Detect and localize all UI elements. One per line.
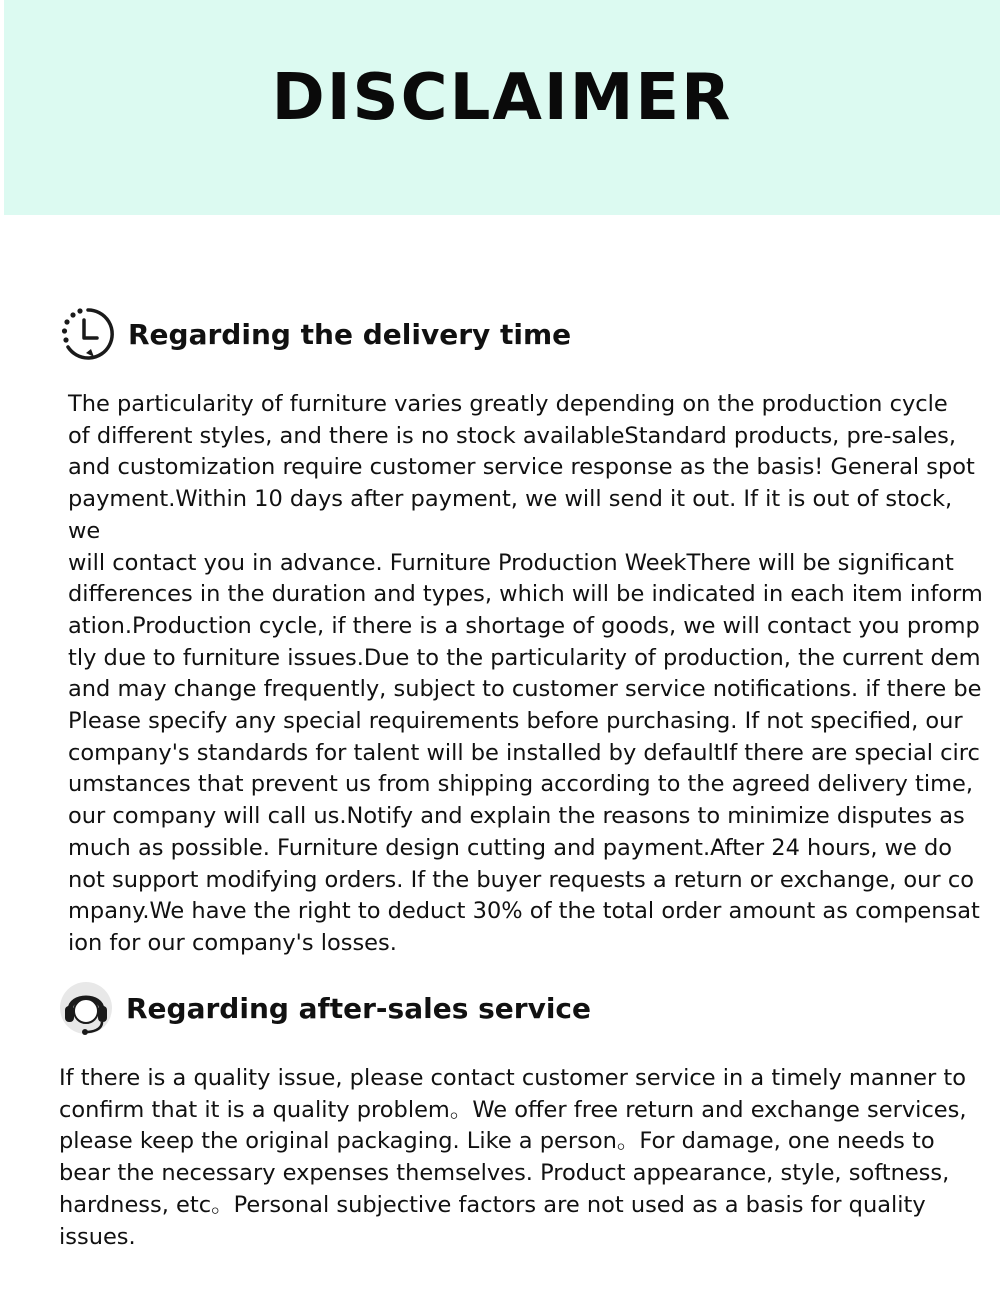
page-title: DISCLAIMER — [271, 61, 733, 135]
clock-icon — [60, 306, 116, 362]
delivery-time-text: The particularity of furniture varies greatly depending on the production cycle of different styles, and there is no stock availableStandard products, pre-sales, and customization require customer service response as the basis! General spot payment.Within 10 days after payment, we will send it out. If it is out of stock, we will contact you in advance. Furniture Production WeekThere will be significant differences in the duration and types, which will be indicated in each item inform ation.Production cycle, if there is a shortage of goods, we will contact you promp tly due to furniture issues.Due to the particularity of production, the current dem and may change frequently, subject to customer service notifications. if there be Please specify any special requirements before purchasing. If not specified, our company's standards for talent will be installed by defaultIf there are special circ umstances that prevent us from shipping according to the agreed delivery time, our company will call us.Notify and explain the reasons to minimize disputes as much as possible. Furniture design cutting and payment.After 24 hours, we do not support modifying orders. If the buyer requests a return or exchange, our co mpany.We have the right to deduct 30% of the total order amount as compensat ion for our company's losses. — [68, 391, 983, 956]
disclaimer-banner — [4, 0, 1000, 215]
after-sales-heading — [58, 980, 591, 1036]
after-sales-text: If there is a quality issue, please contact customer service in a timely manner to confirm that it is a quality problem。We offer free return and exchange services, please keep the original packaging. Like a person。For damage, one needs to bear the necessary expenses themselves. Product appearance, style, softness, hardness, etc。Personal subjective factors are not used as a basis for quality issues. — [59, 1065, 967, 1250]
headset-icon — [58, 980, 114, 1036]
section-title: Regarding the delivery time — [128, 317, 572, 351]
delivery-time-heading — [60, 306, 571, 362]
section-title: Regarding after-sales service — [126, 991, 592, 1025]
